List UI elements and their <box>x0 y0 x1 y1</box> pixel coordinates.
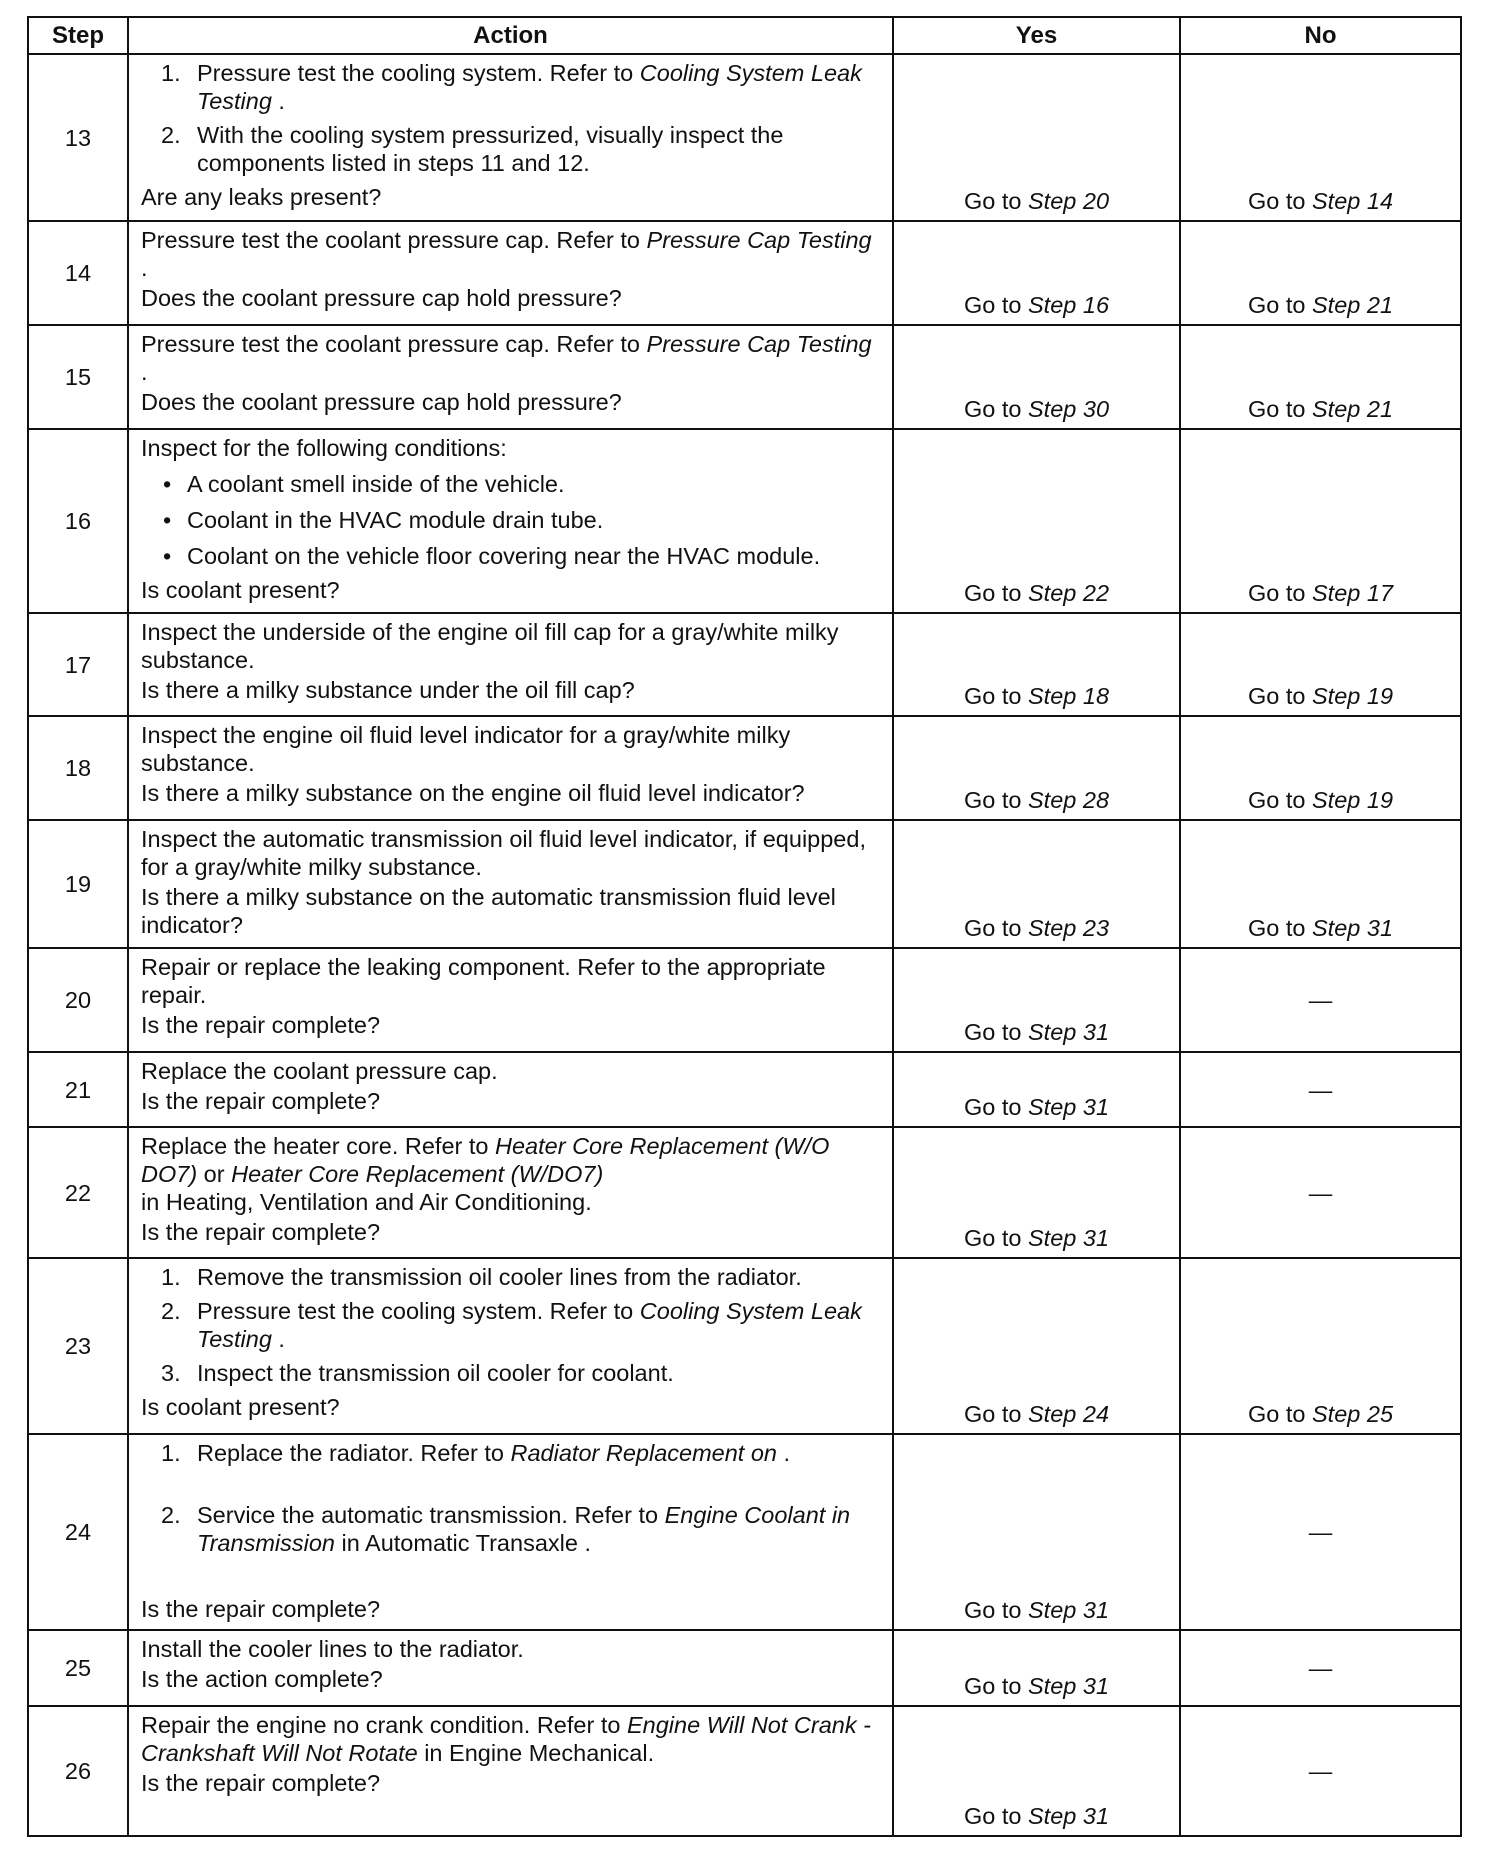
table-row <box>28 613 1461 716</box>
action-text: Pressure test the coolant pressure cap. Refer to Pressure Cap Testing . <box>141 331 872 385</box>
yes-step: Step 31 <box>1028 1803 1110 1829</box>
step-number: 16 <box>28 429 128 613</box>
step-number: 17 <box>28 613 128 716</box>
item-reference: Cooling System Leak Testing <box>197 1298 862 1352</box>
no-step: Step 19 <box>1312 683 1394 709</box>
diagnostic-table-page <box>27 16 1460 1837</box>
table-row <box>28 325 1461 429</box>
yes-cell: Go to Step 18 <box>893 613 1180 716</box>
action-text: Inspect the engine oil fluid level indicator for a gray/white milky substance. <box>141 722 791 776</box>
no-cell <box>1180 54 1461 221</box>
action-cell <box>128 1127 893 1258</box>
table-row <box>28 1258 1461 1434</box>
yes-cell: Go to Step 31 <box>893 1630 1180 1706</box>
list-item: 1. Remove the transmission oil cooler lines from the radiator. <box>161 1264 802 1290</box>
item-reference: Radiator Replacement on <box>510 1440 778 1466</box>
action-cell <box>128 325 893 429</box>
table-row <box>28 1630 1461 1706</box>
list-item: • A coolant smell inside of the vehicle. <box>163 471 565 497</box>
header-row <box>28 17 1461 54</box>
yes-cell: Go to Step 24 <box>893 1258 1180 1434</box>
action-cell <box>128 948 893 1052</box>
action-cell <box>128 1630 893 1706</box>
yes-cell: Go to Step 30 <box>893 325 1180 429</box>
step-number: 21 <box>28 1052 128 1127</box>
list-item: • Coolant in the HVAC module drain tube. <box>163 507 604 533</box>
no-step: Step 17 <box>1312 580 1394 606</box>
yes-cell: Go to Step 31 <box>893 1434 1180 1630</box>
item-text: With the cooling system pressurized, visually inspect the components listed in steps 11 and 12. <box>197 122 784 176</box>
list-item: 2. With the cooling system pressurized, visually inspect the components listed in steps 11 and 12. <box>161 122 784 176</box>
header-step: Step <box>28 17 128 54</box>
reference: Engine Will Not Crank - Crankshaft Will Not Rotate <box>141 1712 871 1766</box>
question: Does the coolant pressure cap hold pressure? <box>141 389 622 415</box>
list-item: • Coolant on the vehicle floor covering near the HVAC module. <box>163 543 821 569</box>
table-row <box>28 1434 1461 1630</box>
action-cell <box>128 820 893 948</box>
list-item: 1. Replace the radiator. Refer to Radiator Replacement on . <box>161 1440 791 1466</box>
no-step: Step 25 <box>1312 1401 1394 1427</box>
table-row <box>28 820 1461 948</box>
step-number: 14 <box>28 221 128 325</box>
list-item: 3. Inspect the transmission oil cooler for coolant. <box>161 1360 674 1386</box>
table-row <box>28 716 1461 820</box>
yes-cell: Go to Step 31 <box>893 948 1180 1052</box>
yes-step: Step 31 <box>1028 1094 1110 1120</box>
table-row <box>28 1052 1461 1127</box>
yes-cell: Go to Step 23 <box>893 820 1180 948</box>
question: Is the repair complete? <box>141 1596 381 1622</box>
table-row <box>28 429 1461 613</box>
yes-step: Step 28 <box>1028 787 1110 813</box>
action-cell <box>128 221 893 325</box>
no-cell: Go to Step 21 <box>1180 221 1461 325</box>
action-cell <box>128 1434 893 1630</box>
question: Is coolant present? <box>141 1394 340 1420</box>
reference: Pressure Cap Testing <box>646 227 872 253</box>
action-text: Inspect the underside of the engine oil fill cap for a gray/white milky substance. <box>141 619 839 673</box>
yes-cell: Go to Step 16 <box>893 221 1180 325</box>
no-cell: — <box>1180 1052 1461 1127</box>
no-step: Step 31 <box>1312 915 1394 941</box>
yes-cell: Go to Step 22 <box>893 429 1180 613</box>
item-reference: Cooling System Leak Testing <box>197 60 862 114</box>
reference: Heater Core Replacement (W/DO7) <box>231 1161 604 1187</box>
action-text: Repair the engine no crank condition. Refer to Engine Will Not Crank - Crankshaft Will Not Rotate in Engine Mechanical. <box>141 1712 871 1766</box>
go-to-label: Go to <box>1247 188 1306 214</box>
question: Does the coolant pressure cap hold pressure? <box>141 285 622 311</box>
no-cell: Go to Step 19 <box>1180 716 1461 820</box>
action-cell <box>128 1706 893 1836</box>
step-number: 25 <box>28 1630 128 1706</box>
item-end: . <box>271 88 285 114</box>
step-number: 20 <box>28 948 128 1052</box>
question: Is the action complete? <box>141 1666 383 1692</box>
header-no: No <box>1180 17 1461 54</box>
step-number: 23 <box>28 1258 128 1434</box>
action-cell <box>128 1258 893 1434</box>
yes-step: Step 22 <box>1028 580 1110 606</box>
no-cell: Go to Step 19 <box>1180 613 1461 716</box>
no-step: Step 14 <box>1312 188 1394 214</box>
diagnostic-table <box>27 16 1462 1837</box>
action-cell <box>128 613 893 716</box>
table-row <box>28 54 1461 221</box>
table-row <box>28 221 1461 325</box>
go-to-label: Go to <box>963 188 1022 214</box>
yes-step: Step 31 <box>1028 1225 1110 1251</box>
no-cell: — <box>1180 948 1461 1052</box>
yes-cell: Go to Step 31 <box>893 1706 1180 1836</box>
no-step: Step 19 <box>1312 787 1394 813</box>
bullet-list <box>141 470 884 570</box>
action-text-end: in Heating, Ventilation and Air Conditioning. <box>141 1189 592 1215</box>
list-item: 1. Pressure test the cooling system. Refer to Cooling System Leak Testing . <box>161 60 862 114</box>
no-step: Step 21 <box>1312 292 1394 318</box>
yes-step: Step 31 <box>1028 1597 1110 1623</box>
action-text: Inspect for the following conditions: <box>141 435 507 461</box>
action-text: Install the cooler lines to the radiator. <box>141 1636 524 1662</box>
list-item: 2. Pressure test the cooling system. Refer to Cooling System Leak Testing . <box>161 1298 862 1352</box>
list-item: 2. Service the automatic transmission. Refer to Engine Coolant in Transmission in Automatic Transaxle . <box>161 1502 851 1556</box>
step-number: 19 <box>28 820 128 948</box>
yes-cell: Go to Step 31 <box>893 1052 1180 1127</box>
action-text: Inspect the automatic transmission oil fluid level indicator, if equipped, for a gray/white milky substance. <box>141 826 866 880</box>
yes-step: Step 23 <box>1028 915 1110 941</box>
yes-step: Step 31 <box>1028 1673 1110 1699</box>
reference: Heater Core Replacement (W/O DO7) <box>141 1133 830 1187</box>
question: Is coolant present? <box>141 577 340 603</box>
yes-step: Step 16 <box>1028 292 1110 318</box>
yes-cell: Go to Step 31 <box>893 1127 1180 1258</box>
no-cell: Go to Step 21 <box>1180 325 1461 429</box>
no-cell: — <box>1180 1127 1461 1258</box>
numbered-list <box>141 1439 884 1557</box>
step-number: 15 <box>28 325 128 429</box>
numbered-list <box>141 1263 884 1387</box>
action-text: Replace the heater core. Refer to Heater Core Replacement (W/O DO7) or Heater Core Replacement (W/DO7) <box>141 1133 830 1187</box>
step-number: 22 <box>28 1127 128 1258</box>
reference: Pressure Cap Testing <box>646 331 872 357</box>
header-yes: Yes <box>893 17 1180 54</box>
numbered-list <box>141 59 884 177</box>
question: Is the repair complete? <box>141 1012 381 1038</box>
question: Is the repair complete? <box>141 1770 381 1796</box>
table-row <box>28 1706 1461 1836</box>
step-number: 24 <box>28 1434 128 1630</box>
table-row <box>28 948 1461 1052</box>
question: Is the repair complete? <box>141 1088 381 1114</box>
yes-step: Step 31 <box>1028 1019 1110 1045</box>
no-cell: — <box>1180 1706 1461 1836</box>
action-text: Repair or replace the leaking component. Refer to the appropriate repair. <box>141 954 826 1008</box>
no-cell: — <box>1180 1630 1461 1706</box>
no-cell: — <box>1180 1434 1461 1630</box>
action-cell <box>128 54 893 221</box>
yes-cell: Go to Step 28 <box>893 716 1180 820</box>
action-cell <box>128 429 893 613</box>
table-row <box>28 1127 1461 1258</box>
question: Is there a milky substance on the automatic transmission fluid level indicator? <box>141 884 836 938</box>
yes-step: Step 18 <box>1028 683 1110 709</box>
item-reference: Engine Coolant in Transmission <box>197 1502 851 1556</box>
action-cell <box>128 716 893 820</box>
question: Is there a milky substance on the engine oil fluid level indicator? <box>141 780 805 806</box>
action-text: Replace the coolant pressure cap. <box>141 1058 498 1084</box>
step-number: 26 <box>28 1706 128 1836</box>
no-cell: Go to Step 31 <box>1180 820 1461 948</box>
action-cell <box>128 1052 893 1127</box>
header-action: Action <box>128 17 893 54</box>
yes-cell <box>893 54 1180 221</box>
question: Is the repair complete? <box>141 1219 381 1245</box>
question: Is there a milky substance under the oil fill cap? <box>141 677 635 703</box>
no-step: Step 21 <box>1312 396 1394 422</box>
yes-step: Step 20 <box>1028 188 1110 214</box>
yes-step: Step 24 <box>1028 1401 1110 1427</box>
no-cell: Go to Step 17 <box>1180 429 1461 613</box>
no-cell: Go to Step 25 <box>1180 1258 1461 1434</box>
action-text: Pressure test the coolant pressure cap. Refer to Pressure Cap Testing . <box>141 227 872 281</box>
item-text: Pressure test the cooling system. Refer to <box>197 60 640 86</box>
step-number: 13 <box>28 54 128 221</box>
question: Are any leaks present? <box>141 184 382 210</box>
step-number: 18 <box>28 716 128 820</box>
yes-step: Step 30 <box>1028 396 1110 422</box>
